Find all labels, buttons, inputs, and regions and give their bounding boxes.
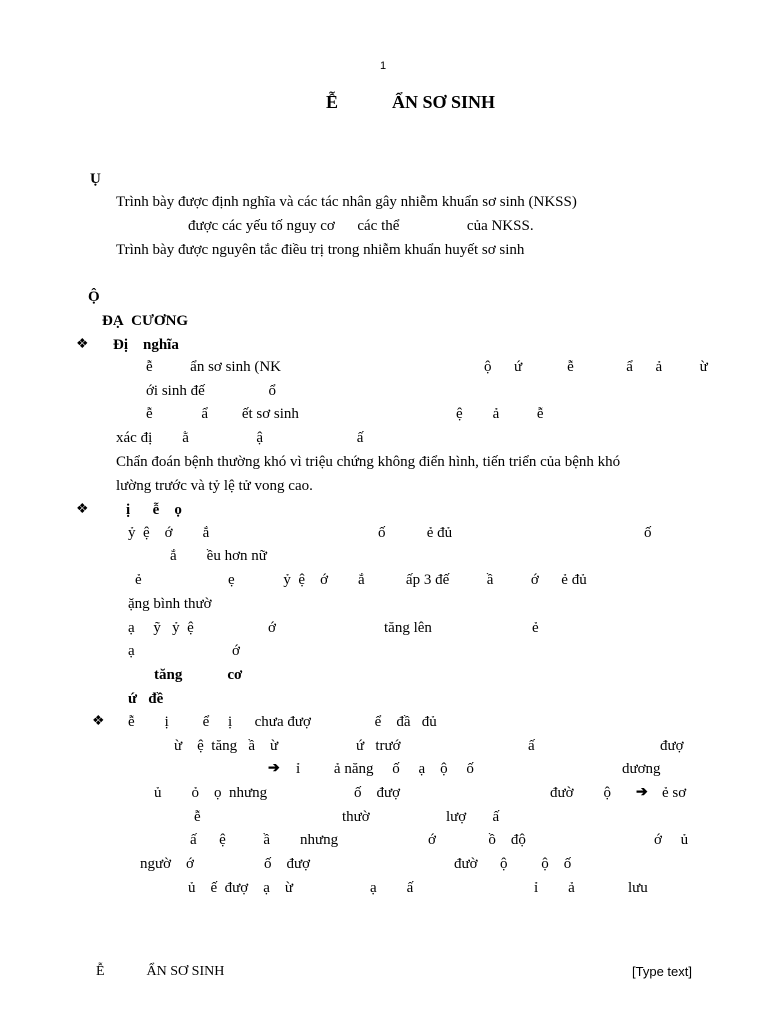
section-general: ĐẠ CƯƠNG	[102, 313, 189, 329]
definition-line: xác đị ằ ậ ấ	[116, 430, 364, 446]
epidemiology-line: ớ	[232, 643, 240, 659]
maternal-line: ứ trướ	[356, 738, 401, 754]
objective-2: được các yếu tố nguy cơ các thể của NKSS.	[188, 218, 534, 234]
maternal-line: ấ ệ ầ nhưng	[190, 832, 339, 848]
right-arrow-icon: ➔	[636, 785, 648, 800]
definition-line: ộ ứ ễ ẩ ả ừ	[484, 359, 708, 375]
epidemiology-line: ỷ ệ ớ ắ	[128, 525, 210, 541]
maternal-line: ủ ỏ ọ nhưng	[154, 785, 268, 801]
maternal-line: dương	[622, 761, 661, 777]
epidemiology-line: ẻ	[135, 572, 142, 588]
maternal-line: ớ ồ độ	[428, 832, 526, 848]
definition-heading: Đị nghĩa	[113, 337, 179, 353]
maternal-line: đườ ộ	[550, 785, 612, 801]
diamond-bullet-icon: ❖	[92, 714, 105, 729]
diamond-bullet-icon: ❖	[76, 502, 89, 517]
maternal-line: ễ	[194, 809, 201, 825]
maternal-line: thườ	[342, 809, 370, 825]
footer-title: Ễ ẨN SƠ SINH	[96, 964, 225, 979]
maternal-line: ủ ế đượ ạ ừ	[188, 880, 294, 896]
page-title: Ễ ẨN SƠ SINH	[326, 92, 496, 112]
right-arrow-icon: ➔	[268, 761, 280, 776]
maternal-line: ỉ ả năng ố ạ ộ ố	[296, 761, 474, 777]
objective-1: Trình bày được định nghĩa và các tác nhân gây nhiễm khuẩn sơ sinh (NKSS)	[116, 194, 577, 210]
maternal-line: ẻ sơ	[662, 785, 687, 801]
maternal-line: ố đượ	[354, 785, 401, 801]
epidemiology-line: ớ	[268, 620, 276, 636]
maternal-line: ễ ị ể ị chưa đượ ể đầ đủ	[128, 714, 437, 730]
maternal-line: ớ ủ	[654, 832, 689, 848]
definition-line: ệ ả ễ	[456, 406, 544, 422]
risk-factors-heading: tăng cơ	[154, 667, 243, 683]
epidemiology-line: ẻ	[532, 620, 539, 636]
epidemiology-line: ố	[644, 525, 652, 541]
epidemiology-heading: ị ễ ọ	[126, 502, 182, 518]
maternal-line: đượ	[660, 738, 684, 754]
maternal-line: lượ ấ	[446, 809, 500, 825]
maternal-line: đườ ộ ộ ố	[454, 856, 572, 872]
maternal-line: ấ	[528, 738, 535, 754]
definition-line: ễ ẩ ết sơ sinh	[146, 406, 299, 422]
objective-3: Trình bày được nguyên tắc điều trị trong nhiễm khuẩn huyết sơ sinh	[116, 242, 525, 258]
diamond-bullet-icon: ❖	[76, 337, 89, 352]
maternal-line: ạ ấ	[370, 880, 414, 896]
epidemiology-line: tăng lên	[384, 620, 432, 636]
epidemiology-line: ố ẻ đủ	[378, 525, 453, 541]
page-number: 1	[380, 60, 387, 72]
maternal-line: ừ ệ tăng ầ ừ	[174, 738, 279, 754]
epidemiology-line: ạ ỹ ỷ ệ	[128, 620, 194, 636]
definition-line: ễ ẩn sơ sinh (NK	[146, 359, 281, 375]
maternal-side-heading: ứ đề	[128, 691, 164, 707]
definition-line: ới sinh đế ổ	[146, 383, 277, 399]
footer-placeholder[interactable]: [Type text]	[632, 964, 692, 979]
objectives-heading: Ụ	[90, 171, 101, 187]
epidemiology-line: ắ ều hơn nữ	[170, 548, 267, 564]
maternal-line: ngườ ớ	[140, 856, 194, 872]
epidemiology-line: ạ	[128, 643, 135, 659]
definition-line: Chẩn đoán bệnh thường khó vì triệu chứng không điển hình, tiến triển của bệnh khó	[116, 454, 621, 470]
maternal-line: ố đượ	[264, 856, 311, 872]
content-heading: Ộ	[88, 289, 100, 305]
epidemiology-line: ẹ ỷ ệ ớ ắ ấp 3 đế ầ ớ ẻ đủ	[228, 572, 587, 588]
maternal-line: ỉ ả	[534, 880, 575, 896]
epidemiology-line: ặng bình thườ	[128, 596, 212, 612]
maternal-line: lưu	[628, 880, 648, 896]
definition-line: lường trước và tỷ lệ tử vong cao.	[116, 478, 313, 494]
